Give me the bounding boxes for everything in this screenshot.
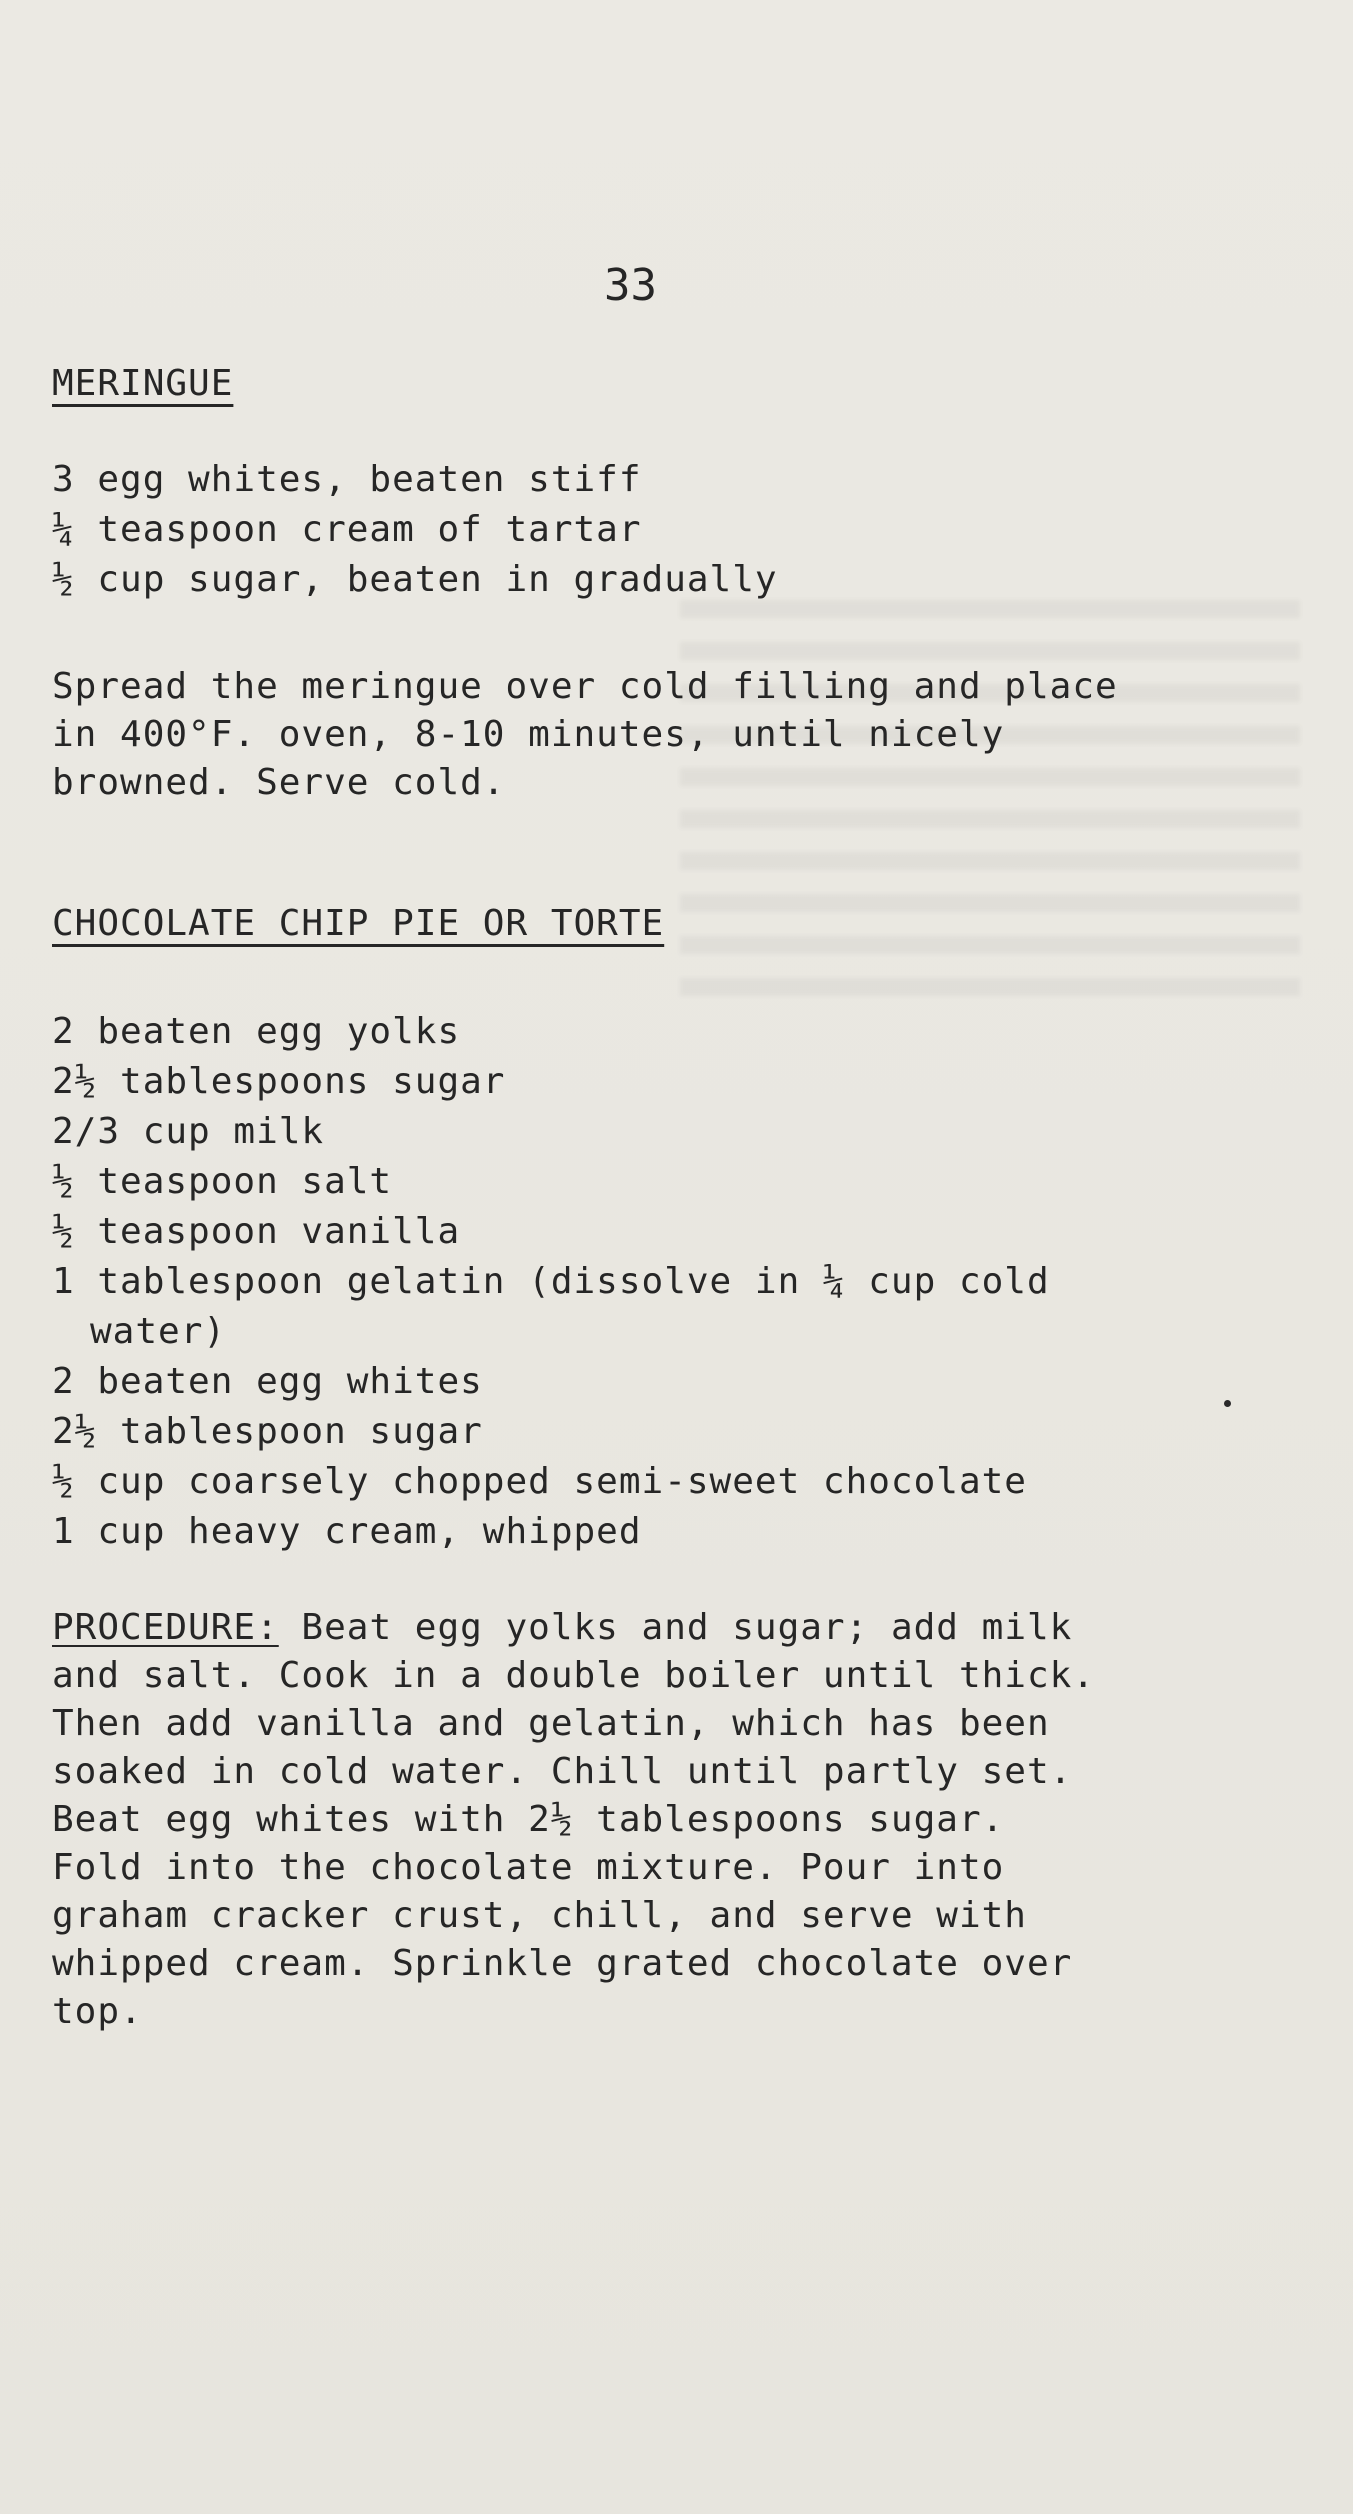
- procedure-line: [52, 1604, 1095, 1652]
- chocolate-chip-pie-ingredient-list: [52, 1007, 1050, 1557]
- ingredient-line: 1 tablespoon gelatin (dissolve in ¼ cup cold: [52, 1261, 1050, 1302]
- ingredient-line: 2½ tablespoons sugar: [52, 1061, 506, 1102]
- procedure-line: and salt. Cook in a double boiler until thick.: [52, 1655, 1095, 1696]
- ingredient-line: ½ teaspoon vanilla: [52, 1211, 461, 1252]
- instruction-line: in 400°F. oven, 8-10 minutes, until nicely: [52, 714, 1005, 755]
- procedure-line-text: Beat egg yolks and sugar; add milk: [278, 1607, 1073, 1648]
- procedure-paragraph: [52, 1604, 1095, 2036]
- meringue-heading: MERINGUE: [52, 363, 234, 404]
- ingredient-line: 1 cup heavy cream, whipped: [52, 1511, 642, 1552]
- meringue-ingredient-list: [52, 455, 778, 605]
- page-number: 33: [604, 260, 657, 311]
- stray-ink-dot: [1224, 1400, 1231, 1407]
- ingredient-line: 2½ tablespoon sugar: [52, 1411, 483, 1452]
- ingredient-line: 2/3 cup milk: [52, 1111, 325, 1152]
- procedure-line: Then add vanilla and gelatin, which has been: [52, 1703, 1050, 1744]
- ingredient-continuation-line: water): [90, 1311, 227, 1352]
- ingredient-line: 2 beaten egg yolks: [52, 1011, 461, 1052]
- meringue-instructions: [52, 663, 1118, 807]
- chocolate-chip-pie-heading: CHOCOLATE CHIP PIE OR TORTE: [52, 903, 665, 944]
- ingredient-line: ¼ teaspoon cream of tartar: [52, 509, 642, 550]
- ingredient-line: ½ cup sugar, beaten in gradually: [52, 559, 778, 600]
- procedure-line: graham cracker crust, chill, and serve with: [52, 1895, 1027, 1936]
- instruction-line: browned. Serve cold.: [52, 762, 506, 803]
- procedure-line: Beat egg whites with 2½ tablespoons sugar.: [52, 1799, 1005, 1840]
- procedure-line: whipped cream. Sprinkle grated chocolate over: [52, 1943, 1073, 1984]
- instruction-line: Spread the meringue over cold filling and place: [52, 666, 1118, 707]
- procedure-label: PROCEDURE:: [52, 1607, 279, 1648]
- ingredient-line: ½ cup coarsely chopped semi-sweet chocolate: [52, 1461, 1027, 1502]
- procedure-line: soaked in cold water. Chill until partly set.: [52, 1751, 1073, 1792]
- ingredient-line: ½ teaspoon salt: [52, 1161, 393, 1202]
- ingredient-line: 3 egg whites, beaten stiff: [52, 459, 642, 500]
- procedure-line: Fold into the chocolate mixture. Pour into: [52, 1847, 1005, 1888]
- ingredient-line: 2 beaten egg whites: [52, 1361, 483, 1402]
- procedure-line: top.: [52, 1991, 143, 2032]
